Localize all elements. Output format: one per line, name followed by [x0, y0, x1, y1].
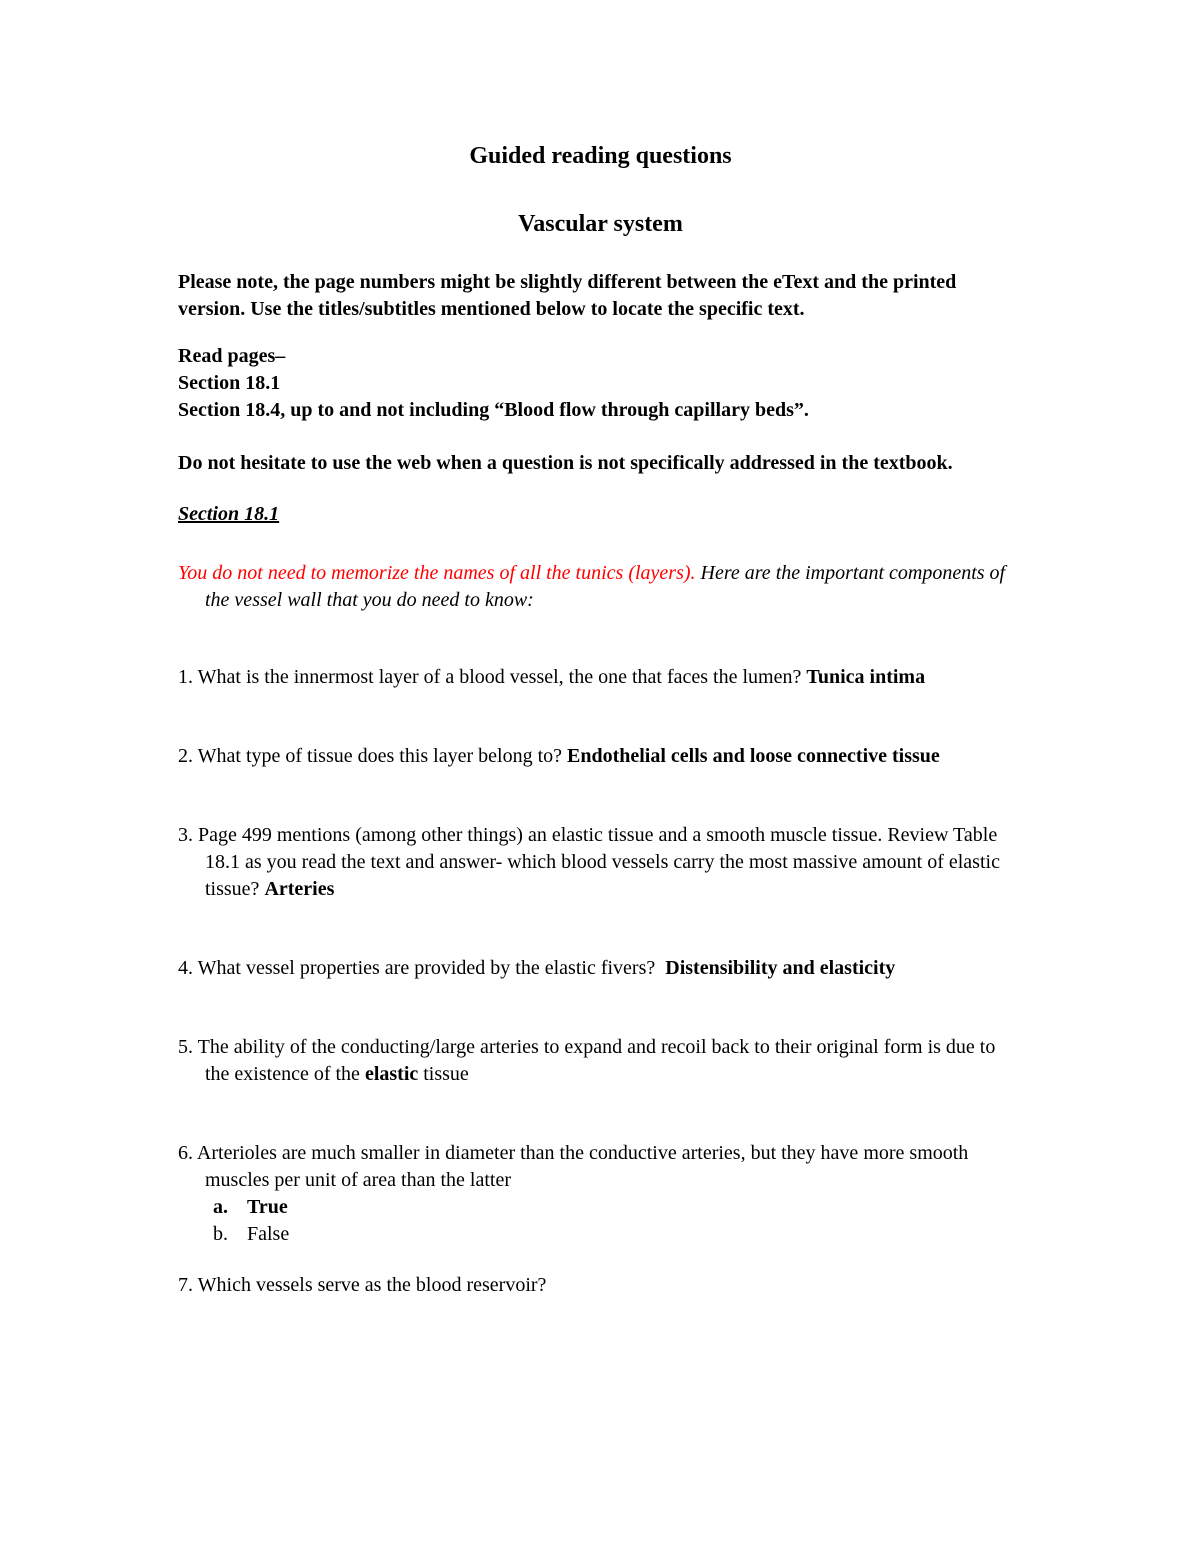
web-note: Do not hesitate to use the web when a question is not specifically addressed in the textbook. — [178, 451, 953, 474]
choice-label: False — [247, 1222, 290, 1245]
question-item — [178, 1034, 1023, 1088]
question-item — [178, 822, 1023, 903]
document-title: Guided reading questions — [469, 143, 732, 169]
question-number: 4. — [178, 956, 198, 979]
memorize-note-black-text: Here are the important components of the vessel wall that you do need to know: — [205, 561, 1006, 611]
memorize-note-red-text: You do not need to memorize the names of all the tunics (layers). — [178, 561, 696, 584]
question-answer-text: Arteries — [264, 877, 335, 900]
questions-list — [178, 664, 1023, 1299]
question-text: Which vessels serve as the blood reservoir? — [197, 1273, 547, 1296]
question-item — [178, 664, 1023, 691]
question-answer-text: elastic — [364, 1062, 419, 1085]
choice-marker: b. — [213, 1222, 228, 1245]
question-item — [178, 743, 1023, 770]
read-pages-block — [178, 343, 1023, 424]
question-item — [178, 955, 1023, 982]
question-answer-text: Endothelial cells and loose connective tissue — [567, 744, 940, 767]
question-text: The ability of the conducting/large arteries to expand and recoil back to their original form is due to the existence of the — [197, 1035, 996, 1085]
question-choice — [213, 1194, 1023, 1221]
question-number: 2. — [178, 744, 198, 767]
read-pages-section-2: Section 18.4, up to and not including “Blood flow through capillary beds”. — [178, 398, 809, 421]
question-text: tissue — [418, 1062, 469, 1085]
read-pages-label: Read pages– — [178, 344, 286, 367]
choice-marker: a. — [213, 1195, 228, 1218]
question-number: 3. — [178, 823, 198, 846]
question-text: Arterioles are much smaller in diameter than the conductive arteries, but they have more smooth muscles per unit of area than the latter — [196, 1141, 969, 1191]
section-heading: Section 18.1 — [178, 502, 280, 525]
question-answer-text: Tunica intima — [806, 665, 926, 688]
question-answer-text: Distensibility and elasticity — [665, 956, 896, 979]
question-item — [178, 1140, 1023, 1248]
question-text: Page 499 mentions (among other things) an elastic tissue and a smooth muscle tissue. Review Table 18.1 as you read the text and answer- which blood vessels carry the most massive amount of elastic tissue? — [198, 823, 1000, 900]
intro-note: Please note, the page numbers might be slightly different between the eText and the printed version. Use the titles/subtitles mentioned below to locate the specific text. — [178, 270, 957, 320]
question-number: 5. — [178, 1035, 198, 1058]
read-pages-section-1: Section 18.1 — [178, 371, 281, 394]
question-number: 7. — [178, 1273, 198, 1296]
question-text: What is the innermost layer of a blood vessel, the one that faces the lumen? — [197, 665, 807, 688]
question-text: What type of tissue does this layer belong to? — [197, 744, 567, 767]
memorize-note — [178, 560, 1023, 614]
question-choice — [213, 1221, 1023, 1248]
question-text: What vessel properties are provided by the elastic fivers? — [197, 956, 666, 979]
document-subtitle: Vascular system — [518, 211, 683, 238]
choice-label: True — [247, 1195, 288, 1218]
question-number: 6. — [178, 1141, 197, 1164]
question-item — [178, 1272, 1023, 1299]
question-number: 1. — [178, 665, 198, 688]
